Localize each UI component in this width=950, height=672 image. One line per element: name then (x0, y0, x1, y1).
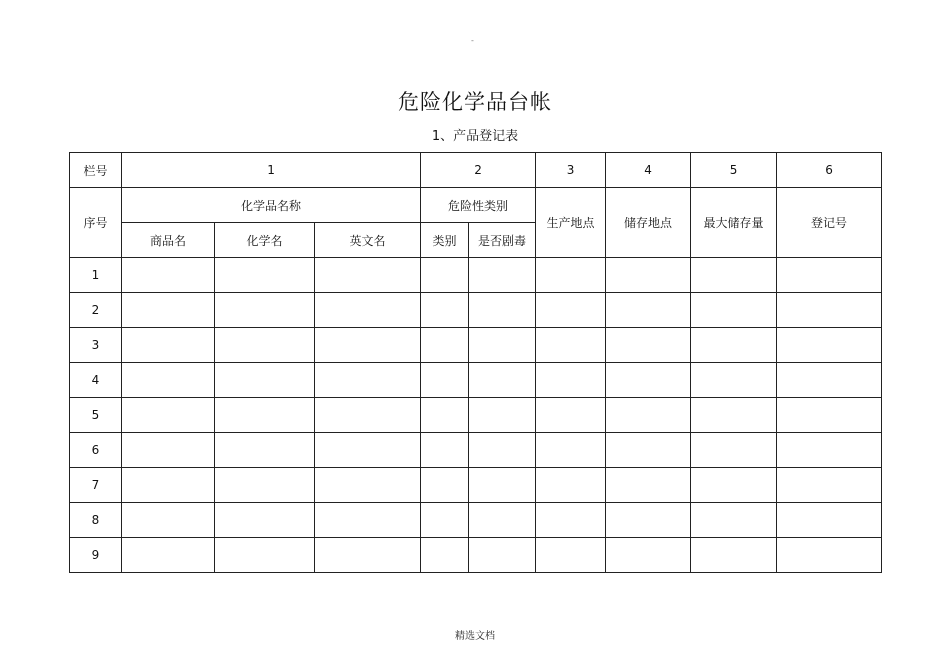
table-cell[interactable] (215, 468, 315, 503)
table-cell[interactable] (122, 468, 215, 503)
table-row (70, 503, 882, 538)
column-number-3: 3 (536, 153, 606, 188)
row-seq-number: 7 (70, 468, 122, 503)
table-cell[interactable] (691, 328, 777, 363)
header-reg-no: 登记号 (777, 188, 882, 258)
table-cell[interactable] (691, 468, 777, 503)
column-number-4: 4 (606, 153, 691, 188)
table-cell[interactable] (215, 293, 315, 328)
table-cell[interactable] (536, 398, 606, 433)
header-row (70, 188, 882, 223)
table-cell[interactable] (606, 363, 691, 398)
table-cell[interactable] (122, 538, 215, 573)
table-cell[interactable] (215, 433, 315, 468)
table-cell[interactable] (421, 433, 469, 468)
chemical-ledger-table (69, 152, 882, 573)
table-cell[interactable] (606, 433, 691, 468)
table-cell[interactable] (777, 258, 882, 293)
table-cell[interactable] (315, 468, 421, 503)
table-cell[interactable] (215, 538, 315, 573)
column-number-2: 2 (421, 153, 536, 188)
table-cell[interactable] (315, 328, 421, 363)
header-max-storage: 最大储存量 (691, 188, 777, 258)
table-cell[interactable] (421, 538, 469, 573)
table-row (70, 433, 882, 468)
table-cell[interactable] (606, 538, 691, 573)
table-cell[interactable] (777, 433, 882, 468)
table-cell[interactable] (691, 258, 777, 293)
table-cell[interactable] (536, 433, 606, 468)
table-cell[interactable] (777, 293, 882, 328)
table-cell[interactable] (215, 503, 315, 538)
header-highly-toxic: 是否剧毒 (469, 223, 536, 258)
table-cell[interactable] (421, 398, 469, 433)
table-cell[interactable] (606, 328, 691, 363)
table-cell[interactable] (777, 328, 882, 363)
table-body (70, 258, 882, 573)
header-production-site: 生产地点 (536, 188, 606, 258)
column-number-1: 1 (122, 153, 421, 188)
table-cell[interactable] (421, 363, 469, 398)
table-cell[interactable] (691, 433, 777, 468)
table-cell[interactable] (469, 538, 536, 573)
table-cell[interactable] (215, 398, 315, 433)
page-footer: 精选文档 (455, 631, 495, 642)
column-number-6: 6 (777, 153, 882, 188)
table-row (70, 538, 882, 573)
table-cell[interactable] (777, 398, 882, 433)
table-cell[interactable] (122, 398, 215, 433)
table-cell[interactable] (122, 258, 215, 293)
table-cell[interactable] (469, 503, 536, 538)
table-cell[interactable] (606, 468, 691, 503)
table-cell[interactable] (469, 398, 536, 433)
row-seq-number: 2 (70, 293, 122, 328)
table-row (70, 398, 882, 433)
table-cell[interactable] (315, 258, 421, 293)
table-cell[interactable] (536, 258, 606, 293)
table-cell[interactable] (469, 363, 536, 398)
header-hazard-class: 危险性类别 (421, 188, 536, 223)
table-cell[interactable] (536, 538, 606, 573)
table-cell[interactable] (421, 468, 469, 503)
table-cell[interactable] (315, 293, 421, 328)
table-cell[interactable] (691, 398, 777, 433)
table-cell[interactable] (606, 293, 691, 328)
table-row (70, 258, 882, 293)
table-cell[interactable] (122, 433, 215, 468)
column-number-row (70, 153, 882, 188)
table-cell[interactable] (421, 503, 469, 538)
table-cell[interactable] (691, 293, 777, 328)
table-cell[interactable] (606, 258, 691, 293)
table-row (70, 293, 882, 328)
table-cell[interactable] (315, 398, 421, 433)
table-cell[interactable] (691, 503, 777, 538)
table-cell[interactable] (215, 258, 315, 293)
table-cell[interactable] (315, 538, 421, 573)
page-title: 危险化学品台帐 (398, 90, 552, 114)
table-cell[interactable] (691, 363, 777, 398)
table-cell[interactable] (691, 538, 777, 573)
table-cell[interactable] (421, 258, 469, 293)
table-cell[interactable] (315, 503, 421, 538)
table-cell[interactable] (122, 293, 215, 328)
table-cell[interactable] (421, 293, 469, 328)
header-trade-name: 商品名 (122, 223, 215, 258)
row-seq-number: 1 (70, 258, 122, 293)
table-cell[interactable] (469, 433, 536, 468)
table-cell[interactable] (777, 503, 882, 538)
table-cell[interactable] (777, 538, 882, 573)
table-cell[interactable] (122, 363, 215, 398)
table-cell[interactable] (215, 363, 315, 398)
row-seq-number: 3 (70, 328, 122, 363)
row-seq-number: 5 (70, 398, 122, 433)
table-cell[interactable] (536, 503, 606, 538)
table-cell[interactable] (536, 328, 606, 363)
row-seq-number: 9 (70, 538, 122, 573)
header-category: 类别 (421, 223, 469, 258)
header-chemical-name: 化学名 (215, 223, 315, 258)
table-cell[interactable] (469, 258, 536, 293)
row-seq-number: 6 (70, 433, 122, 468)
table-cell[interactable] (421, 328, 469, 363)
table-cell[interactable] (606, 503, 691, 538)
row-seq-number: 8 (70, 503, 122, 538)
table-cell[interactable] (122, 503, 215, 538)
table-row (70, 363, 882, 398)
header-chem-name: 化学品名称 (122, 188, 421, 223)
page-subtitle: 1、产品登记表 (431, 129, 519, 144)
table-row (70, 468, 882, 503)
table-cell[interactable] (122, 328, 215, 363)
table-row (70, 328, 882, 363)
column-number-label: 栏号 (70, 153, 122, 188)
header-dot: - (471, 36, 474, 45)
table-cell[interactable] (606, 398, 691, 433)
column-number-5: 5 (691, 153, 777, 188)
row-seq-number: 4 (70, 363, 122, 398)
header-english-name: 英文名 (315, 223, 421, 258)
table-cell[interactable] (215, 328, 315, 363)
header-seq: 序号 (70, 188, 122, 258)
table-cell[interactable] (469, 468, 536, 503)
table-cell[interactable] (469, 328, 536, 363)
table-cell[interactable] (777, 468, 882, 503)
table-cell[interactable] (536, 293, 606, 328)
table-cell[interactable] (315, 363, 421, 398)
table-cell[interactable] (536, 468, 606, 503)
table-cell[interactable] (777, 363, 882, 398)
table-cell[interactable] (536, 363, 606, 398)
table-cell[interactable] (315, 433, 421, 468)
header-storage-site: 储存地点 (606, 188, 691, 258)
table-cell[interactable] (469, 293, 536, 328)
